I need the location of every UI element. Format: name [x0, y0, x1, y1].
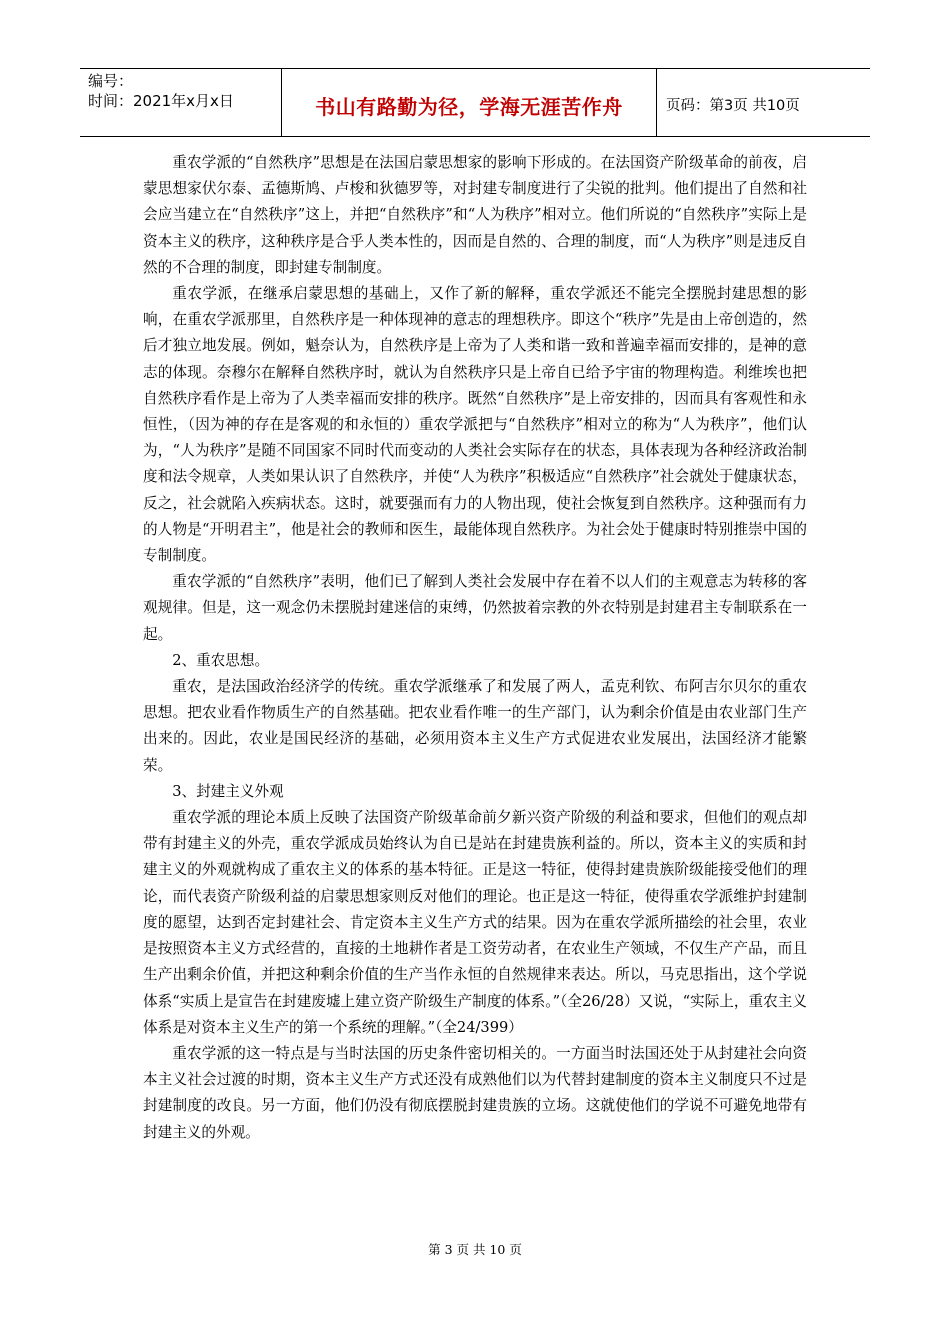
- header-divider-right: [656, 69, 657, 136]
- section-heading-agriculture: 2、重农思想。: [172, 651, 270, 669]
- paragraph-agriculture: 重农，是法国政治经济学的传统。重农学派继承了和发展了两人，孟克利钦、布阿吉尔贝尔的重农思想。把农业看作物质生产的自然基础。把农业看作唯一的生产部门，认为剩余价值是由农业部门生产出来的。因此，农业是国民经济的基础，必须用资本主义生产方式促进农业发展出，法国经济才能繁荣。: [143, 678, 807, 774]
- page-header: [80, 68, 870, 137]
- header-motto: 书山有路勤为径，学海无涯苦作舟: [315, 95, 623, 119]
- document-body: [143, 150, 807, 1146]
- paragraph-natural-order-theology: 重农学派，在继承启蒙思想的基础上，又作了新的解释，重农学派还不能完全摆脱封建思想的影响，在重农学派那里，自然秩序是一种体现神的意志的理想秩序。即这个“秩序”先是由上帝创造的，然后才独立地发展。例如，魁奈认为，自然秩序是上帝为了人类和谐一致和普遍幸福而安排的，是神的意志的体现。奈穆尔在解释自然秩序时，就认为自然秩序只是上帝自已给予宇宙的物理构造。利维埃也把自然秩序看作是上帝为了人类幸福而安排的秩序。既然“自然秩序”是上帝安排的，因而具有客观性和永恒性，（因为神的存在是客观的和永恒的）重农学派把与“自然秩序”相对立的称为“人为秩序”，他们认为，“人为秩序”是随不同国家不同时代而变动的人类社会实际存在的状态，具体表现为各种经济政治制度和法令规章，人类如果认识了自然秩序，并使“人为秩序”积极适应“自然秩序”社会就处于健康状态，反之，社会就陷入疾病状态。这时，就要强而有力的人物出现，使社会恢复到自然秩序。这种强而有力的人物是“开明君主”，他是社会的教师和医生，最能体现自然秩序。为社会处于健康时特别推崇中国的专制制度。: [143, 285, 807, 565]
- paragraph-natural-order-origin: 重农学派的“自然秩序”思想是在法国启蒙思想家的影响下形成的。在法国资产阶级革命的前夜，启蒙思想家伏尔泰、孟德斯鸠、卢梭和狄德罗等，对封建专制度进行了尖锐的批判。他们提出了自然和社会应当建立在“自然秩序”这上，并把“自然秩序”和“人为秩序”相对立。他们所说的“自然秩序”实际上是资本主义的秩序，这种秩序是合乎人类本性的，因而是自然的、合理的制度，而“人为秩序”则是违反自然的不合理的制度，即封建专制制度。: [143, 154, 807, 276]
- header-page-info: 页码：第3页 共10页: [666, 98, 800, 114]
- paragraph-historical-conditions: 重农学派的这一特点是与当时法国的历史条件密切相关的。一方面当时法国还处于从封建社会向资本主义社会过渡的时期，资本主义生产方式还没有成熟他们以为代替封建制度的资本主义制度只不过是封建制度的改良。另一方面，他们仍没有彻底摆脱封建贵族的立场。这就使他们的学说不可避免地带有封建主义的外观。: [143, 1044, 807, 1141]
- paragraph-natural-order-meaning: 重农学派的“自然秩序”表明，他们已了解到人类社会发展中存在着不以人们的主观意志为转移的客观规律。但是，这一观念仍未摆脱封建迷信的束缚，仍然披着宗教的外衣特别是封建君主专制联系在一起。: [143, 573, 807, 643]
- paragraph-feudal-appearance: 重农学派的理论本质上反映了法国资产阶级革命前夕新兴资产阶级的利益和要求，但他们的观点却带有封建主义的外壳，重农学派成员始终认为自已是站在封建贵族利益的。所以，资本主义的实质和封建主义的外观就构成了重农主义的体系的基本特征。正是这一特征，使得封建贵族阶级能接受他们的理论，而代表资产阶级利益的启蒙思想家则反对他们的理论。也正是这一特征，使得重农学派维护封建制度的愿望，达到否定封建社会、肯定资本主义生产方式的结果。因为在重农学派所描绘的社会里，农业是按照资本主义方式经营的，直接的土地耕作者是工资劳动者，在农业生产领域，不仅生产产品，而且生产出剩余价值，并把这种剩余价值的生产当作永恒的自然规律来表达。所以，马克思指出，这个学说体系“实质上是宣告在封建废墟上建立资产阶级生产制度的体系。”（全26/28）又说，“实际上，重农主义体系是对资本主义生产的第一个系统的理解。”（全24/399）: [143, 809, 807, 1036]
- page-footer: 第 3 页 共 10 页: [428, 1242, 522, 1257]
- document-date-label: 时间：2021年x月x日: [88, 92, 234, 110]
- document-number-label: 编号：: [88, 72, 134, 90]
- header-meta: [88, 71, 234, 111]
- section-heading-feudal-appearance: 3、封建主义外观: [172, 782, 284, 800]
